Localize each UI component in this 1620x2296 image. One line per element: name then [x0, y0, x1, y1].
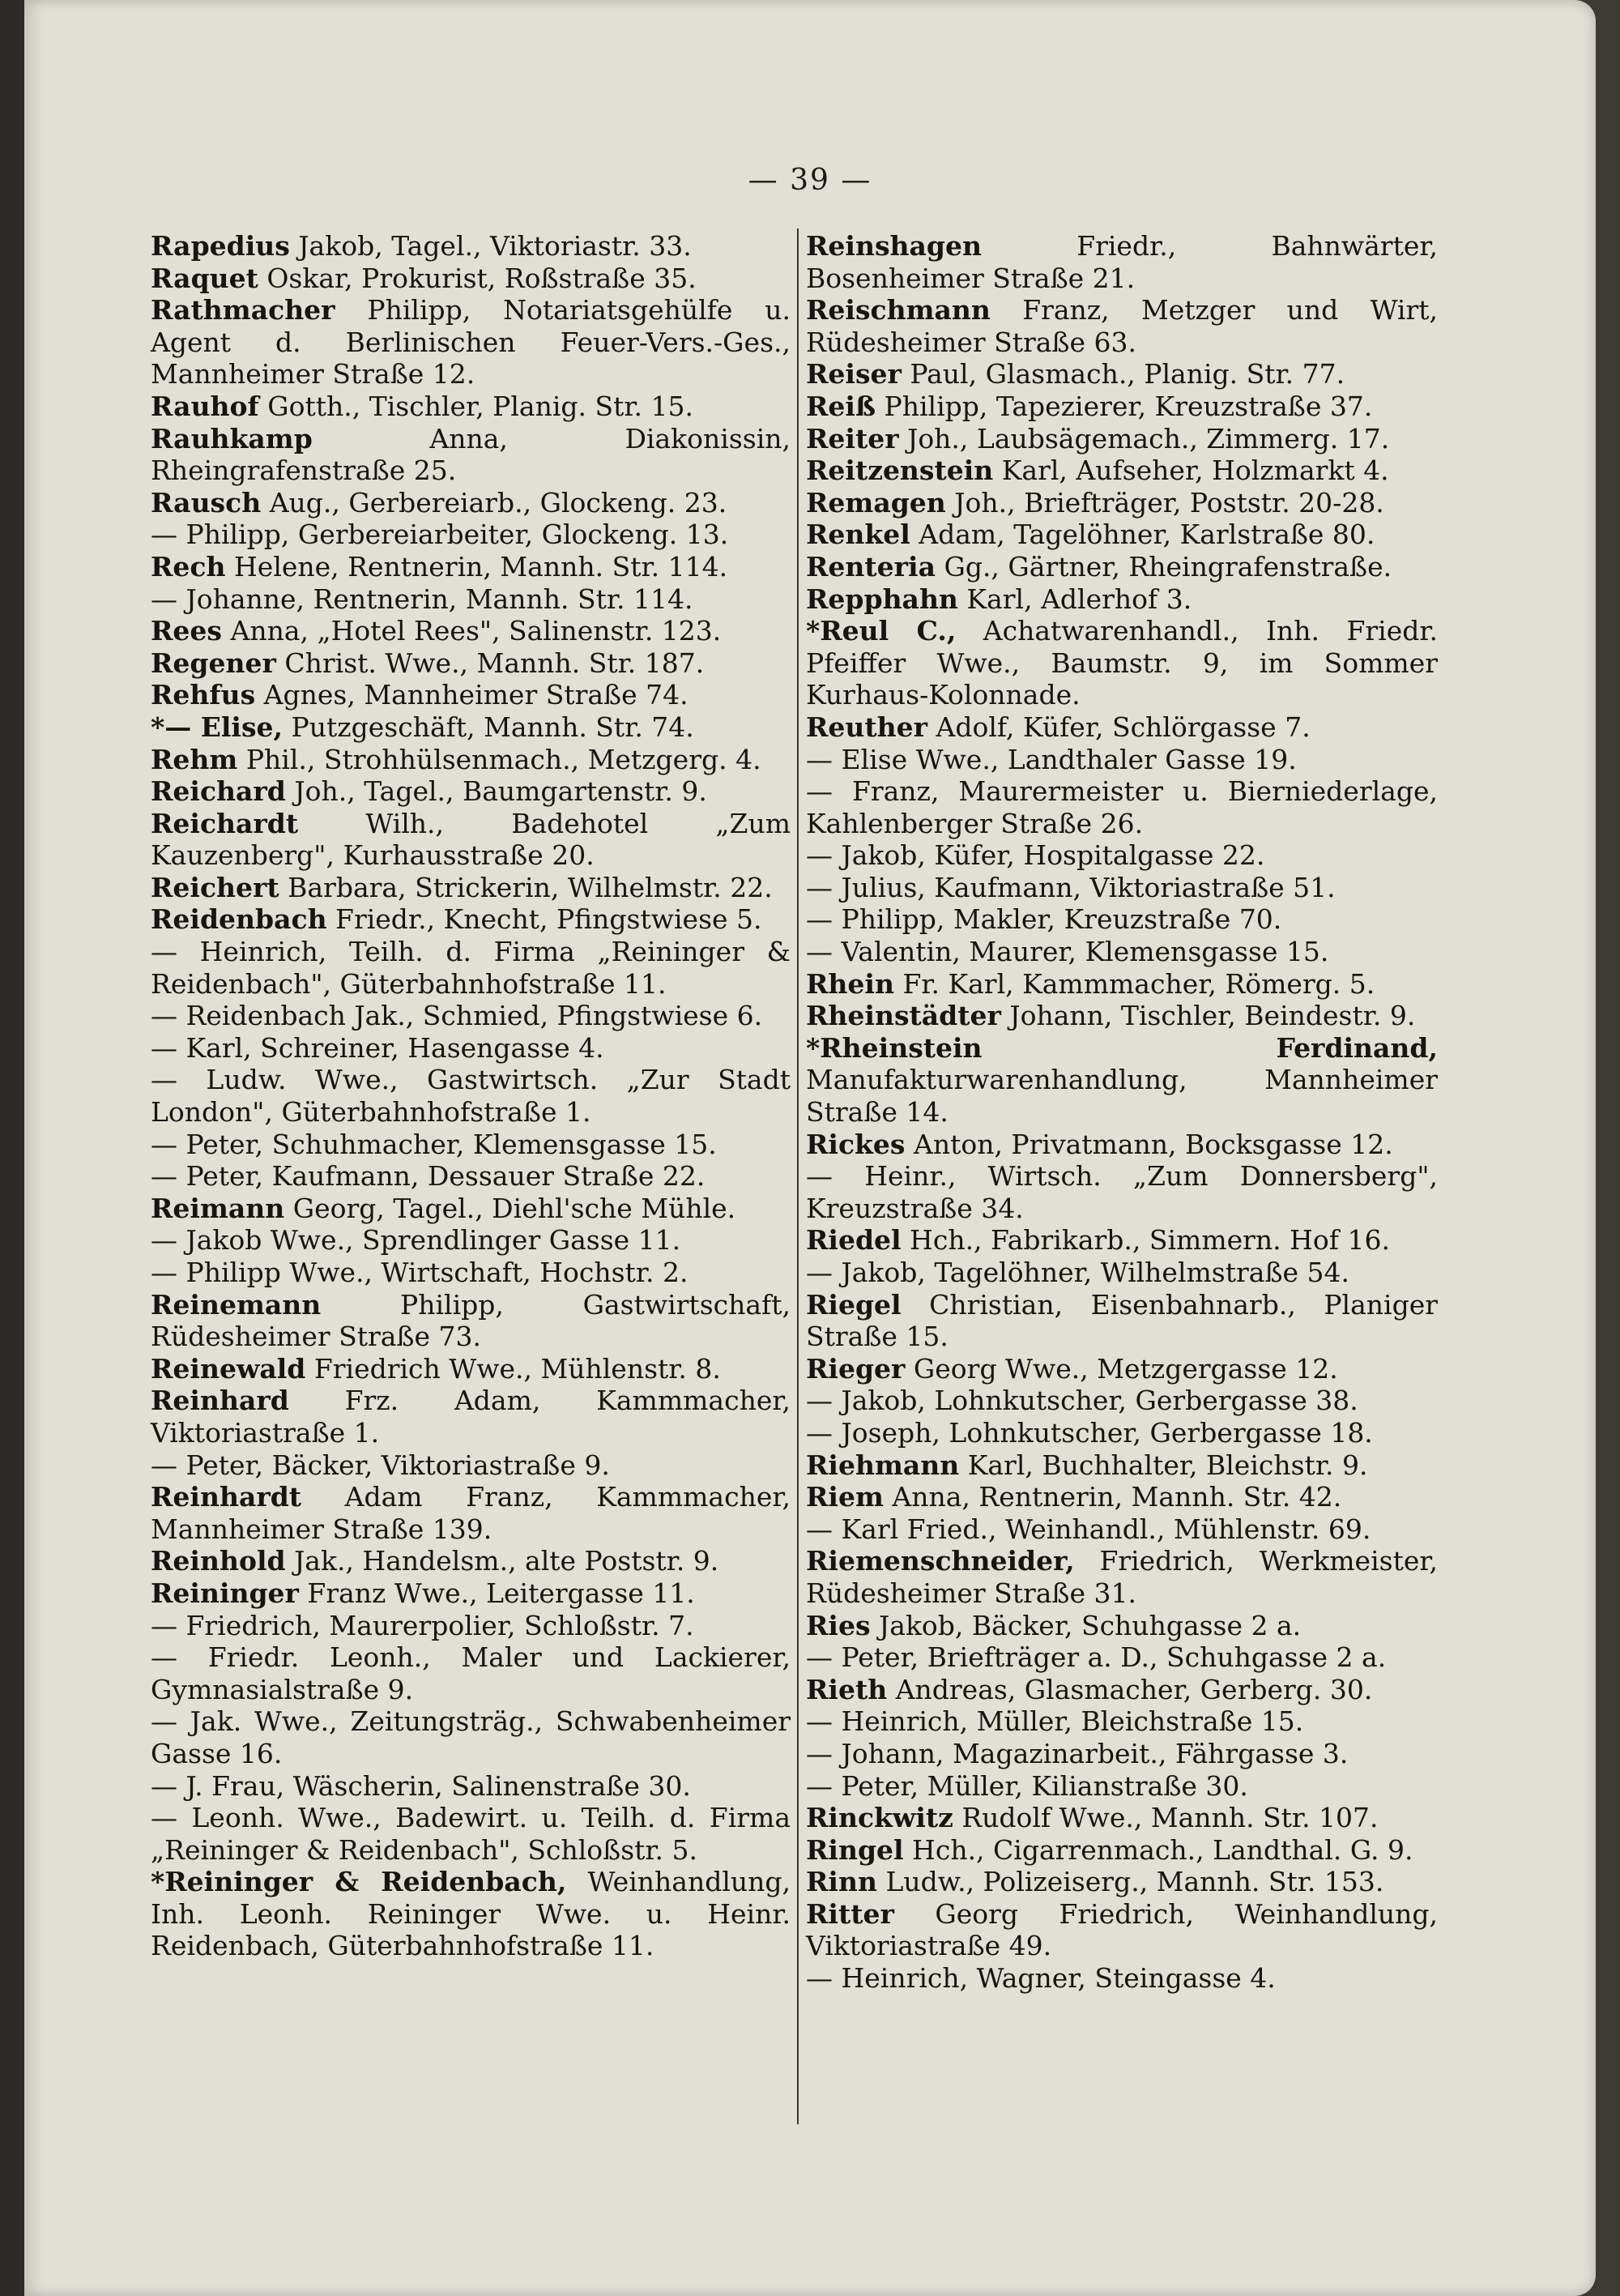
directory-entry	[151, 1802, 791, 1866]
entry-details: — Franz, Maurermeister u. Bierniederlage, Kahlenberger Straße 26.	[806, 775, 1438, 839]
entry-surname: Rhein	[806, 967, 894, 1000]
page-number: — 39 —	[748, 164, 872, 197]
entry-details: Phil., Strohhülsenmach., Metzgerg. 4.	[237, 743, 761, 775]
directory-entry	[806, 583, 1438, 616]
directory-entry	[806, 551, 1438, 583]
directory-entry	[151, 647, 791, 680]
entry-surname: Reichard	[151, 775, 286, 808]
entry-surname: Rech	[151, 550, 226, 583]
entry-details: Jak., Handelsm., alte Poststr. 9.	[285, 1545, 719, 1577]
entry-details: — Julius, Kaufmann, Viktoriastraße 51.	[806, 871, 1336, 903]
entry-details: — Jak. Wwe., Zeitungsträg., Schwabenheimer Gasse 16.	[151, 1705, 791, 1769]
entry-details: — Friedr. Leonh., Maler und Lackierer, Gymnasialstraße 9.	[151, 1641, 791, 1705]
directory-entry	[151, 1705, 791, 1769]
entry-surname: Reuther	[806, 711, 928, 743]
entry-details: Anna, Rentnerin, Mannh. Str. 42.	[883, 1481, 1342, 1513]
entry-surname: Rinckwitz	[806, 1802, 953, 1834]
left-column	[151, 230, 791, 1962]
entry-details: Jakob, Bäcker, Schuhgasse 2 a.	[870, 1609, 1302, 1641]
entry-details: — J. Frau, Wäscherin, Salinenstraße 30.	[151, 1769, 691, 1802]
directory-entry	[151, 262, 791, 295]
entry-details: Gg., Gärtner, Rheingrafenstraße.	[935, 550, 1392, 583]
entry-details: Christ. Wwe., Mannh. Str. 187.	[275, 647, 705, 679]
entry-details: Barbara, Strickerin, Wilhelmstr. 22.	[279, 871, 773, 903]
directory-entry	[151, 775, 791, 808]
entry-details: Franz Wwe., Leitergasse 11.	[298, 1577, 695, 1609]
directory-entry	[151, 294, 791, 390]
entry-details: — Peter, Kaufmann, Dessauer Straße 22.	[151, 1160, 706, 1193]
entry-details: Friedr., Knecht, Pfingstwiese 5.	[326, 903, 762, 936]
entry-surname: Riem	[806, 1481, 884, 1513]
entry-surname: Ritter	[806, 1897, 894, 1930]
entry-details: Anton, Privatmann, Bocksgasse 12.	[905, 1128, 1393, 1160]
directory-entry	[151, 679, 791, 711]
book-spine-shadow	[0, 0, 24, 2296]
entry-surname: Rehm	[151, 743, 238, 775]
entry-surname: Rickes	[806, 1128, 906, 1160]
entry-details: — Jakob Wwe., Sprendlinger Gasse 11.	[151, 1224, 681, 1257]
entry-details: Wilh., Badehotel „Zum Kauzenberg", Kurhausstraße 20.	[151, 807, 791, 872]
entry-surname: Rinn	[806, 1866, 877, 1898]
entry-surname: Riedel	[806, 1224, 902, 1257]
directory-entry	[806, 775, 1438, 839]
entry-surname: Renkel	[806, 519, 910, 551]
directory-entry	[806, 1289, 1438, 1353]
directory-entry	[151, 423, 791, 487]
directory-entry	[151, 1385, 791, 1449]
entry-details: Adam, Tagelöhner, Karlstraße 80.	[910, 519, 1375, 551]
entry-surname: Ries	[806, 1609, 871, 1641]
entry-details: Johann, Tischler, Beindestr. 9.	[1000, 1000, 1416, 1032]
entry-details: Friedrich, Werkmeister, Rüdesheimer Straße 31.	[806, 1545, 1438, 1609]
directory-entry	[806, 1898, 1438, 1962]
directory-entry	[151, 615, 791, 647]
directory-entry	[806, 1481, 1438, 1513]
entry-surname: Reitzenstein	[806, 455, 994, 487]
directory-entry	[151, 1866, 791, 1962]
entry-details: — Karl Fried., Weinhandl., Mühlenstr. 69.	[806, 1513, 1371, 1545]
entry-surname: Rapedius	[151, 230, 290, 262]
entry-details: — Friedrich, Maurerpolier, Schloßstr. 7.	[151, 1609, 694, 1641]
entry-details: — Johann, Magazinarbeit., Fährgasse 3.	[806, 1737, 1349, 1769]
entry-surname: Riemenschneider,	[806, 1545, 1075, 1577]
directory-entry	[806, 1417, 1438, 1449]
directory-entry	[151, 1449, 791, 1482]
entry-details: — Ludw. Wwe., Gastwirtsch. „Zur Stadt London", Güterbahnhofstraße 1.	[151, 1064, 791, 1129]
entry-details: Aug., Gerbereiarb., Glockeng. 23.	[261, 486, 727, 519]
directory-entry	[806, 487, 1438, 519]
entry-details: Hch., Fabrikarb., Simmern. Hof 16.	[901, 1224, 1390, 1257]
directory-entry	[151, 551, 791, 583]
directory-entry	[806, 872, 1438, 904]
directory-entry	[806, 1129, 1438, 1161]
directory-entry	[806, 968, 1438, 1001]
entry-surname: Rieger	[806, 1352, 906, 1385]
entry-details: — Jakob, Tagelöhner, Wilhelmstraße 54.	[806, 1257, 1349, 1288]
entry-details: Friedr., Bahnwärter, Bosenheimer Straße 21.	[806, 230, 1438, 294]
entry-surname: Rausch	[151, 486, 262, 519]
directory-entry	[806, 1866, 1438, 1898]
directory-entry	[806, 1802, 1438, 1834]
entry-surname: Rheinstädter	[806, 1000, 1001, 1032]
entry-surname: Repphahn	[806, 583, 958, 615]
directory-entry	[151, 1545, 791, 1577]
entry-surname: Reiter	[806, 422, 899, 455]
entry-details: — Karl, Schreiner, Hasengasse 4.	[151, 1031, 604, 1064]
directory-entry	[806, 1385, 1438, 1417]
entry-surname: Raquet	[151, 262, 258, 294]
entry-surname: Reinhard	[151, 1385, 289, 1417]
entry-details: — Peter, Briefträger a. D., Schuhgasse 2 a.	[806, 1641, 1387, 1674]
entry-details: Philipp, Gastwirtschaft, Rüdesheimer Straße 73.	[151, 1288, 791, 1353]
directory-entry	[151, 487, 791, 519]
entry-details: Achatwarenhandl., Inh. Friedr. Pfeiffer Wwe., Baumstr. 9, im Sommer Kurhaus-Kolonnade.	[806, 615, 1439, 711]
directory-entry	[806, 1353, 1438, 1385]
directory-entry	[806, 519, 1438, 551]
entry-details: Adolf, Küfer, Schlörgasse 7.	[927, 711, 1311, 743]
directory-entry	[806, 1513, 1438, 1546]
entry-details: — Heinrich, Wagner, Steingasse 4.	[806, 1962, 1276, 1995]
directory-entry	[806, 1160, 1438, 1224]
entry-surname: Reimann	[151, 1192, 285, 1224]
directory-entry	[151, 1770, 791, 1803]
entry-surname: Rathmacher	[151, 294, 335, 326]
entry-surname: Ringel	[806, 1833, 904, 1866]
directory-entry	[806, 1257, 1438, 1289]
entry-surname: Riehmann	[806, 1449, 960, 1481]
entry-details: Karl, Aufseher, Holzmarkt 4.	[993, 455, 1389, 487]
directory-entry	[151, 711, 791, 744]
directory-entry	[806, 1224, 1438, 1257]
directory-entry	[806, 1610, 1438, 1642]
entry-details: Paul, Glasmach., Planig. Str. 77.	[901, 358, 1345, 390]
entry-details: Manufakturwarenhandlung, Mannheimer Straße 14.	[806, 1064, 1438, 1129]
entry-details: — Jakob, Lohnkutscher, Gerbergasse 38.	[806, 1385, 1358, 1417]
entry-details: — Peter, Schuhmacher, Klemensgasse 15.	[151, 1128, 717, 1160]
entry-surname: Reinewald	[151, 1352, 306, 1385]
directory-entry	[806, 1641, 1438, 1674]
entry-surname: Reininger	[151, 1577, 299, 1609]
entry-surname: Renteria	[806, 550, 936, 583]
entry-details: — Elise Wwe., Landthaler Gasse 19.	[806, 743, 1297, 775]
directory-entry	[151, 1160, 791, 1193]
directory-entry	[806, 903, 1438, 936]
column-divider	[797, 228, 799, 2124]
entry-surname: Reischmann	[806, 294, 991, 326]
directory-entry	[806, 455, 1438, 487]
entry-surname: Rees	[151, 615, 222, 647]
entry-surname: Regener	[151, 647, 276, 679]
directory-entry	[806, 711, 1438, 744]
directory-entry	[806, 1705, 1438, 1738]
directory-entry	[151, 1610, 791, 1642]
entry-details: Georg, Tagel., Diehl'sche Mühle.	[284, 1192, 736, 1224]
directory-entry	[151, 1353, 791, 1385]
directory-entry	[151, 1129, 791, 1161]
directory-entry	[151, 744, 791, 776]
directory-entry	[806, 1674, 1438, 1706]
entry-surname: Reiser	[806, 358, 902, 390]
entry-surname: Reiß	[806, 390, 876, 422]
entry-surname: Riegel	[806, 1288, 902, 1321]
entry-surname: Reinshagen	[806, 230, 982, 262]
entry-surname: Remagen	[806, 486, 946, 519]
directory-entry	[151, 519, 791, 551]
directory-entry	[151, 1032, 791, 1065]
directory-entry	[151, 936, 791, 1000]
directory-entry	[806, 839, 1438, 872]
directory-entry	[151, 1289, 791, 1353]
entry-surname: Rehfus	[151, 679, 256, 711]
entry-details: Ludw., Polizeiserg., Mannh. Str. 153.	[876, 1866, 1384, 1898]
directory-entry	[151, 1224, 791, 1257]
directory-entry	[151, 1481, 791, 1545]
entry-details: Joh., Briefträger, Poststr. 20-28.	[945, 486, 1384, 519]
entry-details: Adam Franz, Kammmacher, Mannheimer Straße 139.	[151, 1481, 791, 1545]
directory-entry	[151, 1641, 791, 1705]
directory-entry	[151, 808, 791, 872]
directory-entry	[806, 1738, 1438, 1770]
directory-entry	[806, 230, 1438, 294]
entry-surname: *Reininger & Reidenbach,	[151, 1866, 567, 1898]
directory-entry	[806, 1962, 1438, 1995]
entry-details: Andreas, Glasmacher, Gerberg. 30.	[887, 1673, 1373, 1705]
entry-details: — Joseph, Lohnkutscher, Gerbergasse 18.	[806, 1416, 1373, 1449]
right-column	[806, 230, 1438, 1995]
entry-surname: *Reul C.,	[806, 615, 957, 647]
entry-details: Hch., Cigarrenmach., Landthal. G. 9.	[903, 1833, 1413, 1866]
directory-entry	[806, 294, 1438, 358]
entry-details: Philipp, Tapezierer, Kreuzstraße 37.	[876, 390, 1373, 422]
entry-details: — Heinr., Wirtsch. „Zum Donnersberg", Kreuzstraße 34.	[806, 1160, 1438, 1224]
entry-details: Putzgeschäft, Mannh. Str. 74.	[283, 711, 694, 743]
directory-entry	[806, 1545, 1438, 1609]
entry-details: — Philipp, Gerbereiarbeiter, Glockeng. 13.	[151, 519, 729, 551]
entry-details: Anna, „Hotel Rees", Salinenstr. 123.	[222, 615, 722, 647]
entry-details: Friedrich Wwe., Mühlenstr. 8.	[305, 1352, 721, 1385]
entry-details: — Philipp, Makler, Kreuzstraße 70.	[806, 903, 1282, 936]
entry-surname: Rieth	[806, 1673, 888, 1705]
entry-surname: Reichert	[151, 871, 279, 903]
entry-details: — Jakob, Küfer, Hospitalgasse 22.	[806, 839, 1265, 872]
entry-details: — Johanne, Rentnerin, Mannh. Str. 114.	[151, 583, 693, 615]
directory-entry	[806, 936, 1438, 968]
entry-surname: *Rheinstein Ferdinand,	[806, 1031, 1438, 1064]
entry-details: Gotth., Tischler, Planig. Str. 15.	[258, 390, 693, 422]
entry-details: Frz. Adam, Kammmacher, Viktoriastraße 1.	[151, 1385, 791, 1449]
entry-details: Georg Friedrich, Weinhandlung, Viktoriastraße 49.	[806, 1897, 1438, 1962]
entry-details: Karl, Adlerhof 3.	[957, 583, 1192, 615]
entry-details: Helene, Rentnerin, Mannh. Str. 114.	[225, 550, 728, 583]
directory-entry	[151, 1577, 791, 1610]
directory-entry	[806, 615, 1438, 711]
entry-details: Georg Wwe., Metzgergasse 12.	[905, 1352, 1338, 1385]
directory-entry	[806, 1834, 1438, 1867]
entry-surname: Reinhardt	[151, 1481, 302, 1513]
entry-details: Fr. Karl, Kammmacher, Römerg. 5.	[893, 967, 1375, 1000]
directory-entry	[151, 872, 791, 904]
entry-surname: Reichardt	[151, 807, 299, 839]
entry-details: — Heinrich, Teilh. d. Firma „Reininger & Reidenbach", Güterbahnhofstraße 11.	[151, 936, 791, 1000]
entry-details: Rudolf Wwe., Mannh. Str. 107.	[953, 1802, 1379, 1834]
directory-entry	[151, 1257, 791, 1289]
directory-entry	[151, 1064, 791, 1128]
entry-details: — Valentin, Maurer, Klemensgasse 15.	[806, 936, 1329, 968]
entry-details: — Peter, Bäcker, Viktoriastraße 9.	[151, 1449, 610, 1481]
entry-surname: Reinhold	[151, 1545, 286, 1577]
entry-details: Jakob, Tagel., Viktoriastr. 33.	[289, 230, 692, 262]
entry-details: Philipp, Notariatsgehülfe u. Agent d. Berlinischen Feuer-Vers.-Ges., Mannheimer Straße 12.	[151, 294, 791, 390]
directory-entry	[806, 358, 1438, 390]
directory-entry	[151, 390, 791, 423]
entry-details: Joh., Laubsägemach., Zimmerg. 17.	[898, 422, 1390, 455]
entry-details: Oskar, Prokurist, Roßstraße 35.	[258, 262, 697, 294]
entry-details: — Leonh. Wwe., Badewirt. u. Teilh. d. Firma „Reininger & Reidenbach", Schloßstr. 5.	[151, 1802, 791, 1866]
entry-details: Agnes, Mannheimer Straße 74.	[255, 679, 688, 711]
entry-details: — Reidenbach Jak., Schmied, Pfingstwiese 6.	[151, 1000, 763, 1032]
directory-entry	[151, 903, 791, 936]
directory-entry	[806, 1770, 1438, 1803]
directory-entry	[806, 1449, 1438, 1482]
directory-entry	[806, 423, 1438, 455]
entry-details: Franz, Metzger und Wirt, Rüdesheimer Straße 63.	[806, 294, 1438, 358]
entry-surname: Reidenbach	[151, 903, 327, 936]
directory-entry	[806, 390, 1438, 423]
entry-details: Karl, Buchhalter, Bleichstr. 9.	[959, 1449, 1368, 1481]
directory-entry	[151, 583, 791, 616]
directory-entry	[806, 1032, 1438, 1129]
entry-details: Weinhandlung, Inh. Leonh. Reininger Wwe. u. Heinr. Reidenbach, Güterbahnhofstraße 11.	[151, 1866, 791, 1962]
entry-details: — Peter, Müller, Kilianstraße 30.	[806, 1769, 1248, 1802]
entry-surname: Rauhof	[151, 390, 259, 422]
entry-details: — Philipp Wwe., Wirtschaft, Hochstr. 2.	[151, 1257, 688, 1288]
entry-details: Anna, Diakonissin, Rheingrafenstraße 25.	[151, 422, 791, 487]
entry-details: Joh., Tagel., Baumgartenstr. 9.	[285, 775, 707, 808]
directory-entry	[806, 744, 1438, 776]
directory-entry	[151, 230, 791, 262]
entry-surname: Rauhkamp	[151, 422, 313, 455]
directory-entry	[151, 1193, 791, 1225]
entry-surname: Reinemann	[151, 1288, 322, 1321]
directory-entry	[806, 1000, 1438, 1032]
entry-details: — Heinrich, Müller, Bleichstraße 15.	[806, 1705, 1304, 1738]
entry-details: Christian, Eisenbahnarb., Planiger Straße 15.	[806, 1288, 1438, 1353]
entry-surname: *— Elise,	[151, 711, 284, 743]
directory-entry	[151, 1000, 791, 1032]
